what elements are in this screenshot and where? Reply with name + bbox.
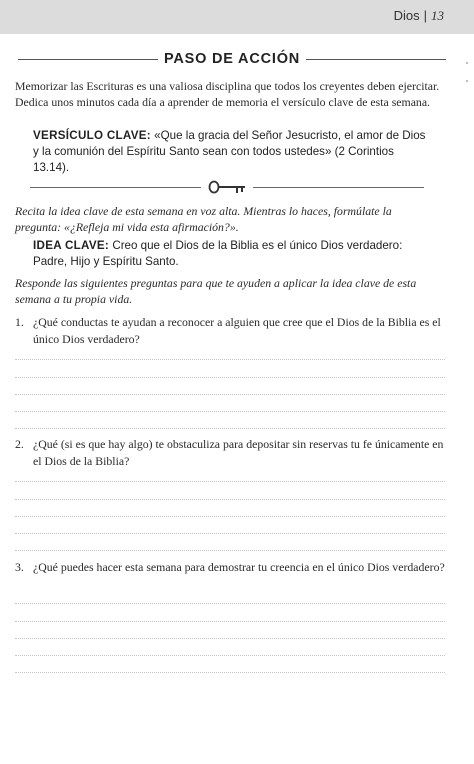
running-header-text xyxy=(394,8,444,24)
answer-line[interactable] xyxy=(15,428,445,429)
divider-rule-left xyxy=(30,187,201,188)
question-number: 3. xyxy=(15,560,24,574)
questions-intro: Responde las siguientes preguntas para que te ayuden a aplicar la idea clave de esta semana a tu propia vida. xyxy=(15,276,417,306)
instruction-part2: ». xyxy=(229,220,239,234)
question-text: ¿Qué puedes hacer esta semana para demostrar tu creencia en el único Dios verdadero? xyxy=(33,560,445,574)
question-number: 2. xyxy=(15,437,24,451)
key-verse xyxy=(33,128,433,176)
answer-line[interactable] xyxy=(15,481,445,482)
key-icon xyxy=(207,178,247,196)
answer-line[interactable] xyxy=(15,359,445,360)
margin-speck xyxy=(466,80,468,82)
question-text: ¿Qué (si es que hay algo) te obstaculiza para depositar sin reservas tu fe únicamente en el Dios de la Biblia? xyxy=(33,437,444,468)
answer-line[interactable] xyxy=(15,377,445,378)
key-idea-text: Creo que el Dios de la Biblia es el único Dios verdadero: Padre, Hijo y Espíritu Santo. xyxy=(33,239,403,268)
key-idea-label: IDEA CLAVE: xyxy=(33,239,110,252)
answer-line[interactable] xyxy=(15,672,445,673)
answer-line[interactable] xyxy=(15,550,445,551)
answer-line[interactable] xyxy=(15,533,445,534)
answer-line[interactable] xyxy=(15,638,445,639)
heading-rule-left xyxy=(18,59,158,60)
answer-line[interactable] xyxy=(15,499,445,500)
answer-line[interactable] xyxy=(15,411,445,412)
margin-speck xyxy=(466,62,468,64)
question-number: 1. xyxy=(15,315,24,329)
instruction-emphasis: ¿Refleja mi vida esta afirmación? xyxy=(69,220,230,234)
instruction-part1: Recita la idea clave de esta semana en voz alta. Mientras lo haces, formúlate la pregunta: « xyxy=(15,204,392,234)
section-heading xyxy=(18,48,446,70)
section-title: PASO DE ACCIÓN xyxy=(163,51,301,67)
page-number: 13 xyxy=(431,8,444,23)
answer-line[interactable] xyxy=(15,603,445,604)
answer-line[interactable] xyxy=(15,655,445,656)
answer-line[interactable] xyxy=(15,621,445,622)
running-header xyxy=(0,0,474,34)
question-2 xyxy=(15,436,445,470)
header-separator: | xyxy=(423,8,427,23)
answer-line[interactable] xyxy=(15,394,445,395)
key-verse-text: «Que la gracia del Señor Jesucristo, el amor de Dios y la comunión del Espíritu Santo sean con todos ustedes» (2 Corintios 13.14). xyxy=(33,129,426,174)
instruction-paragraph xyxy=(15,203,440,235)
question-1 xyxy=(15,314,445,348)
question-3 xyxy=(15,559,445,576)
key-verse-label: VERSÍCULO CLAVE: xyxy=(33,129,151,142)
heading-rule-right xyxy=(306,59,446,60)
answer-line[interactable] xyxy=(15,516,445,517)
key-divider xyxy=(30,178,424,196)
divider-rule-right xyxy=(253,187,424,188)
intro-paragraph: Memorizar las Escrituras es una valiosa disciplina que todos los creyentes deben ejercitar. Dedica unos minutos cada día a aprender de memoria el versículo clave de esta semana. xyxy=(15,79,440,109)
question-text: ¿Qué conductas te ayudan a reconocer a alguien que cree que el Dios de la Biblia es el único Dios verdadero? xyxy=(33,315,441,346)
key-idea xyxy=(33,238,433,270)
chapter-name: Dios xyxy=(393,8,420,23)
